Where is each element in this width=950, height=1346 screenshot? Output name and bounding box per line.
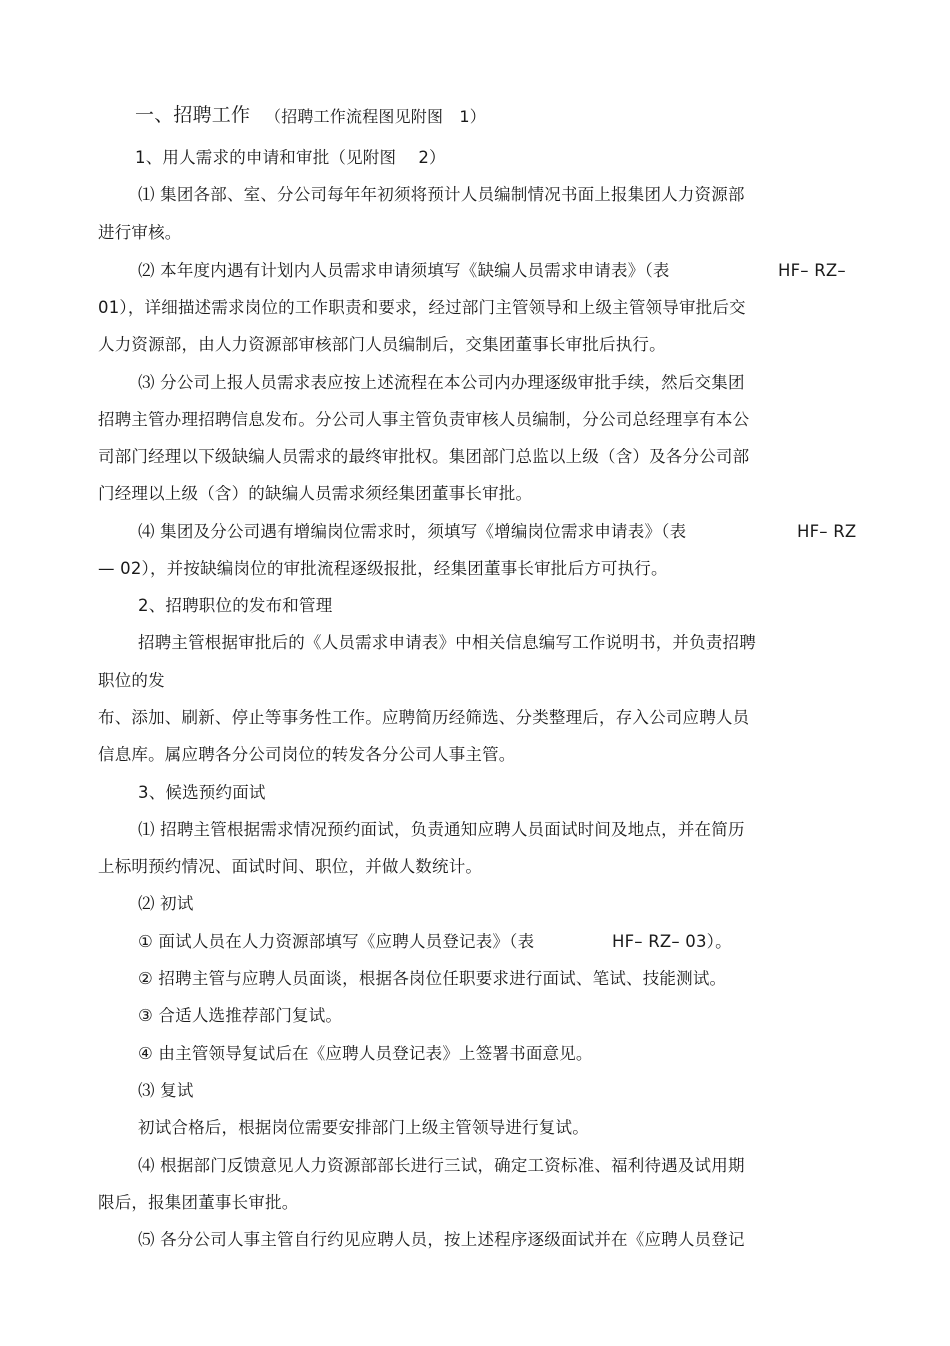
section-title: 一、招聘工作 — [135, 104, 251, 126]
form-code: HF– RZ– 03）。 — [612, 932, 732, 951]
paragraph-line: ⑸ 各分公司人事主管自行约见应聘人员，按上述程序逐级面试并在《应聘人员登记 — [138, 1230, 745, 1249]
paragraph-line: 01），详细描述需求岗位的工作职责和要求，经过部门主管领导和上级主管领导审批后交 — [98, 298, 746, 317]
subsection-title-3: 3、候选预约面试 — [138, 783, 266, 802]
paragraph-line: 招聘主管根据审批后的《人员需求申请表》中相关信息编写工作说明书，并负责招聘 — [138, 633, 756, 652]
paragraph-line: ⑷ 根据部门反馈意见人力资源部部长进行三试，确定工资标准、福利待遇及试用期 — [138, 1156, 745, 1175]
paragraph-line: 司部门经理以下级缺编人员需求的最终审批权。集团部门总监以上级（含）及各分公司部 — [98, 447, 750, 466]
paragraph-line: 限后，报集团董事长审批。 — [98, 1193, 299, 1212]
paragraph-line: 门经理以上级（含）的缺编人员需求须经集团董事长审批。 — [98, 484, 533, 503]
subsection-title-2: 2、招聘职位的发布和管理 — [138, 596, 333, 615]
paragraph-line: 职位的发 — [98, 671, 165, 690]
paragraph-line: ⑴ 集团各部、室、分公司每年年初须将预计人员编制情况书面上报集团人力资源部 — [138, 185, 745, 204]
paragraph-line: ⑷ 集团及分公司遇有增编岗位需求时，须填写《增编岗位需求申请表》（表 — [138, 522, 687, 541]
list-item: ① 面试人员在人力资源部填写《应聘人员登记表》（表 — [138, 932, 535, 951]
paragraph-line: 布、添加、刷新、停止等事务性工作。应聘简历经筛选、分类整理后，存入公司应聘人员 — [98, 708, 750, 727]
paragraph-line: ⑶ 分公司上报人员需求表应按上述流程在本公司内办理逐级审批手续，然后交集团 — [138, 373, 745, 392]
form-code: HF– RZ — [797, 522, 857, 541]
paragraph-line: ⑶ 复试 — [138, 1081, 194, 1100]
section-note: （招聘工作流程图见附图 1） — [265, 107, 486, 126]
paragraph-line: — 02），并按缺编岗位的审批流程逐级报批，经集团董事长审批后方可执行。 — [98, 559, 668, 578]
paragraph-line: 人力资源部，由人力资源部审核部门人员编制后，交集团董事长审批后执行。 — [98, 335, 666, 354]
form-code: HF– RZ– — [778, 261, 846, 280]
subsection-title-1: 1、用人需求的申请和审批（见附图 2） — [135, 148, 446, 167]
paragraph-line: ⑵ 初试 — [138, 894, 194, 913]
list-item: ④ 由主管领导复试后在《应聘人员登记表》上签署书面意见。 — [138, 1044, 593, 1063]
paragraph-line: ⑴ 招聘主管根据需求情况预约面试，负责通知应聘人员面试时间及地点，并在简历 — [138, 820, 745, 839]
paragraph-line: 上标明预约情况、面试时间、职位，并做人数统计。 — [98, 857, 483, 876]
paragraph-line: ⑵ 本年度内遇有计划内人员需求申请须填写《缺编人员需求申请表》（表 — [138, 261, 670, 280]
paragraph-line: 进行审核。 — [98, 223, 182, 242]
paragraph-line: 初试合格后，根据岗位需要安排部门上级主管领导进行复试。 — [138, 1118, 589, 1137]
paragraph-line: 招聘主管办理招聘信息发布。分公司人事主管负责审核人员编制，分公司总经理享有本公 — [98, 410, 750, 429]
list-item: ③ 合适人选推荐部门复试。 — [138, 1006, 343, 1025]
list-item: ② 招聘主管与应聘人员面谈，根据各岗位任职要求进行面试、笔试、技能测试。 — [138, 969, 727, 988]
paragraph-line: 信息库。属应聘各分公司岗位的转发各分公司人事主管。 — [98, 745, 516, 764]
